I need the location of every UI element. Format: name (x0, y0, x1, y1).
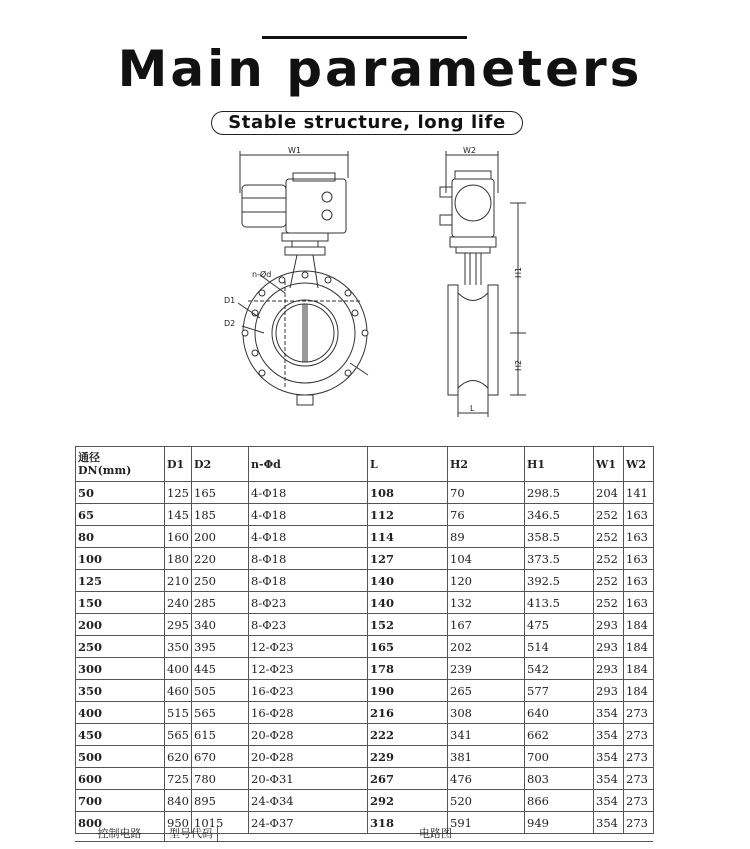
cell-nd: 4-Φ18 (249, 482, 368, 504)
table-header-row (76, 447, 654, 482)
actuator (242, 173, 346, 255)
table-row (76, 526, 654, 548)
cell-l: 152 (368, 614, 448, 636)
cell-w2: 273 (624, 724, 654, 746)
header-dn (76, 447, 165, 482)
cell-nd: 20-Φ31 (249, 768, 368, 790)
header-h2: H2 (448, 447, 525, 482)
table-row (76, 702, 654, 724)
cell-d2: 285 (192, 592, 249, 614)
table-row (76, 724, 654, 746)
w1-dimension (240, 151, 348, 193)
cell-l: 112 (368, 504, 448, 526)
valve-drawing (200, 143, 540, 423)
cell-dn: 350 (76, 680, 165, 702)
cell-d2: 565 (192, 702, 249, 724)
cell-h2: 341 (448, 724, 525, 746)
n-phi-d-label: n-Ød (252, 270, 272, 279)
cell-l: 222 (368, 724, 448, 746)
cell-h1: 700 (525, 746, 594, 768)
footer-control-circuit: 控制电路 (97, 827, 142, 840)
cell-h1: 358.5 (525, 526, 594, 548)
header-dn-en: DN(mm) (78, 464, 132, 477)
cell-w1: 293 (594, 680, 624, 702)
cell-d1: 460 (165, 680, 192, 702)
cell-h1: 866 (525, 790, 594, 812)
cell-h1: 475 (525, 614, 594, 636)
cell-d2: 780 (192, 768, 249, 790)
cell-h1: 298.5 (525, 482, 594, 504)
header-dn-cn: 通径 (78, 451, 100, 464)
cell-h2: 520 (448, 790, 525, 812)
cell-nd: 24-Φ34 (249, 790, 368, 812)
cell-w1: 252 (594, 570, 624, 592)
cell-nd: 24-Φ37 (249, 812, 368, 834)
title-rule (262, 36, 467, 39)
cell-dn: 100 (76, 548, 165, 570)
cell-nd: 12-Φ23 (249, 636, 368, 658)
cell-h1: 577 (525, 680, 594, 702)
cell-d2: 505 (192, 680, 249, 702)
cell-d1: 145 (165, 504, 192, 526)
cell-h2: 120 (448, 570, 525, 592)
cell-w1: 252 (594, 526, 624, 548)
cell-h2: 265 (448, 680, 525, 702)
cell-w2: 184 (624, 680, 654, 702)
cell-dn: 150 (76, 592, 165, 614)
cell-dn: 600 (76, 768, 165, 790)
cell-d1: 350 (165, 636, 192, 658)
cell-w2: 273 (624, 746, 654, 768)
cell-d1: 400 (165, 658, 192, 680)
table-row (76, 482, 654, 504)
cell-d1: 515 (165, 702, 192, 724)
cell-d2: 395 (192, 636, 249, 658)
table-row (76, 790, 654, 812)
cell-w2: 273 (624, 812, 654, 834)
cell-l: 140 (368, 592, 448, 614)
cell-w1: 252 (594, 504, 624, 526)
cell-l: 165 (368, 636, 448, 658)
cell-h1: 514 (525, 636, 594, 658)
cell-w1: 252 (594, 548, 624, 570)
cell-d2: 445 (192, 658, 249, 680)
table-body (76, 482, 654, 834)
header-d2: D2 (192, 447, 249, 482)
cell-d1: 180 (165, 548, 192, 570)
cell-h2: 239 (448, 658, 525, 680)
cell-d2: 250 (192, 570, 249, 592)
cell-d2: 165 (192, 482, 249, 504)
cell-nd: 4-Φ18 (249, 526, 368, 548)
subtitle-badge: Stable structure, long life (211, 111, 523, 135)
cell-h2: 167 (448, 614, 525, 636)
cell-w2: 163 (624, 570, 654, 592)
cell-h1: 542 (525, 658, 594, 680)
cell-d1: 620 (165, 746, 192, 768)
cell-w1: 354 (594, 812, 624, 834)
w2-label: W2 (463, 146, 476, 155)
footer-model-code: 型号代码 (164, 826, 218, 841)
header-d1: D1 (165, 447, 192, 482)
cell-d1: 950 (165, 812, 192, 834)
cell-d2: 895 (192, 790, 249, 812)
cell-d2: 1015 (192, 812, 249, 834)
table-row (76, 614, 654, 636)
cell-d1: 125 (165, 482, 192, 504)
cell-nd: 4-Φ18 (249, 504, 368, 526)
cell-h1: 373.5 (525, 548, 594, 570)
cell-h2: 476 (448, 768, 525, 790)
cell-w1: 354 (594, 746, 624, 768)
cell-nd: 20-Φ28 (249, 724, 368, 746)
cell-l: 292 (368, 790, 448, 812)
cell-l: 318 (368, 812, 448, 834)
cell-dn: 250 (76, 636, 165, 658)
page-title: Main parameters (117, 40, 643, 98)
table-row (76, 636, 654, 658)
table-row (76, 548, 654, 570)
cell-h1: 413.5 (525, 592, 594, 614)
cell-w2: 163 (624, 526, 654, 548)
cell-h2: 89 (448, 526, 525, 548)
cell-dn: 800 (76, 812, 165, 834)
cell-d2: 185 (192, 504, 249, 526)
cell-d1: 840 (165, 790, 192, 812)
cell-dn: 50 (76, 482, 165, 504)
cell-d1: 240 (165, 592, 192, 614)
cell-nd: 16-Φ28 (249, 702, 368, 724)
cell-d2: 340 (192, 614, 249, 636)
cell-l: 190 (368, 680, 448, 702)
cell-d2: 200 (192, 526, 249, 548)
cell-w2: 163 (624, 504, 654, 526)
cell-d1: 725 (165, 768, 192, 790)
h2-label: H2 (514, 359, 523, 371)
cell-w1: 354 (594, 702, 624, 724)
cell-w2: 141 (624, 482, 654, 504)
cell-d1: 210 (165, 570, 192, 592)
header-n-phi-d: n-Φd (249, 447, 368, 482)
cell-w2: 184 (624, 658, 654, 680)
cell-l: 127 (368, 548, 448, 570)
cell-h2: 591 (448, 812, 525, 834)
cell-h1: 949 (525, 812, 594, 834)
cell-h2: 132 (448, 592, 525, 614)
cell-d1: 160 (165, 526, 192, 548)
cell-l: 114 (368, 526, 448, 548)
cell-w1: 354 (594, 790, 624, 812)
cell-h2: 308 (448, 702, 525, 724)
cell-w2: 273 (624, 768, 654, 790)
cell-h2: 76 (448, 504, 525, 526)
header-w2: W2 (624, 447, 654, 482)
cell-dn: 400 (76, 702, 165, 724)
side-view (440, 151, 526, 417)
cell-nd: 8-Φ18 (249, 548, 368, 570)
cell-d2: 220 (192, 548, 249, 570)
cell-l: 108 (368, 482, 448, 504)
cell-h2: 202 (448, 636, 525, 658)
cell-w1: 204 (594, 482, 624, 504)
header-l: L (368, 447, 448, 482)
table-row (76, 504, 654, 526)
cell-h1: 346.5 (525, 504, 594, 526)
header-w1: W1 (594, 447, 624, 482)
cell-nd: 12-Φ23 (249, 658, 368, 680)
cell-nd: 20-Φ28 (249, 746, 368, 768)
cell-w2: 184 (624, 636, 654, 658)
header-h1: H1 (525, 447, 594, 482)
cell-w1: 354 (594, 724, 624, 746)
footer-circuit-diagram: 电路图 (419, 827, 452, 840)
cell-w1: 293 (594, 614, 624, 636)
cell-l: 216 (368, 702, 448, 724)
cell-w2: 273 (624, 790, 654, 812)
table-row (76, 658, 654, 680)
h1-label: H1 (514, 266, 523, 278)
cell-nd: 8-Φ23 (249, 614, 368, 636)
table-row (76, 746, 654, 768)
cell-l: 140 (368, 570, 448, 592)
cell-d2: 670 (192, 746, 249, 768)
cell-w2: 273 (624, 702, 654, 724)
cell-d1: 295 (165, 614, 192, 636)
cell-dn: 700 (76, 790, 165, 812)
cell-w2: 163 (624, 548, 654, 570)
cell-l: 267 (368, 768, 448, 790)
table-row (76, 570, 654, 592)
cell-h2: 381 (448, 746, 525, 768)
cell-h1: 640 (525, 702, 594, 724)
cell-dn: 300 (76, 658, 165, 680)
cell-nd: 8-Φ18 (249, 570, 368, 592)
cell-h1: 392.5 (525, 570, 594, 592)
cell-dn: 200 (76, 614, 165, 636)
cell-w1: 293 (594, 636, 624, 658)
table-row (76, 592, 654, 614)
l-label: L (470, 404, 475, 413)
cell-nd: 8-Φ23 (249, 592, 368, 614)
cell-w2: 184 (624, 614, 654, 636)
cell-l: 178 (368, 658, 448, 680)
cell-dn: 450 (76, 724, 165, 746)
table-row (76, 680, 654, 702)
cell-w1: 293 (594, 658, 624, 680)
table-footer (75, 826, 653, 842)
cell-dn: 125 (76, 570, 165, 592)
cell-dn: 80 (76, 526, 165, 548)
table-row (76, 768, 654, 790)
d1-label: D1 (224, 296, 236, 305)
cell-w1: 354 (594, 768, 624, 790)
w1-label: W1 (288, 146, 301, 155)
cell-w1: 252 (594, 592, 624, 614)
cell-dn: 500 (76, 746, 165, 768)
cell-h2: 70 (448, 482, 525, 504)
cell-nd: 16-Φ23 (249, 680, 368, 702)
cell-h2: 104 (448, 548, 525, 570)
parameters-table (75, 446, 654, 834)
cell-w2: 163 (624, 592, 654, 614)
cell-d1: 565 (165, 724, 192, 746)
cell-h1: 662 (525, 724, 594, 746)
cell-h1: 803 (525, 768, 594, 790)
cell-d2: 615 (192, 724, 249, 746)
d2-label: D2 (224, 319, 236, 328)
cell-l: 229 (368, 746, 448, 768)
cell-dn: 65 (76, 504, 165, 526)
